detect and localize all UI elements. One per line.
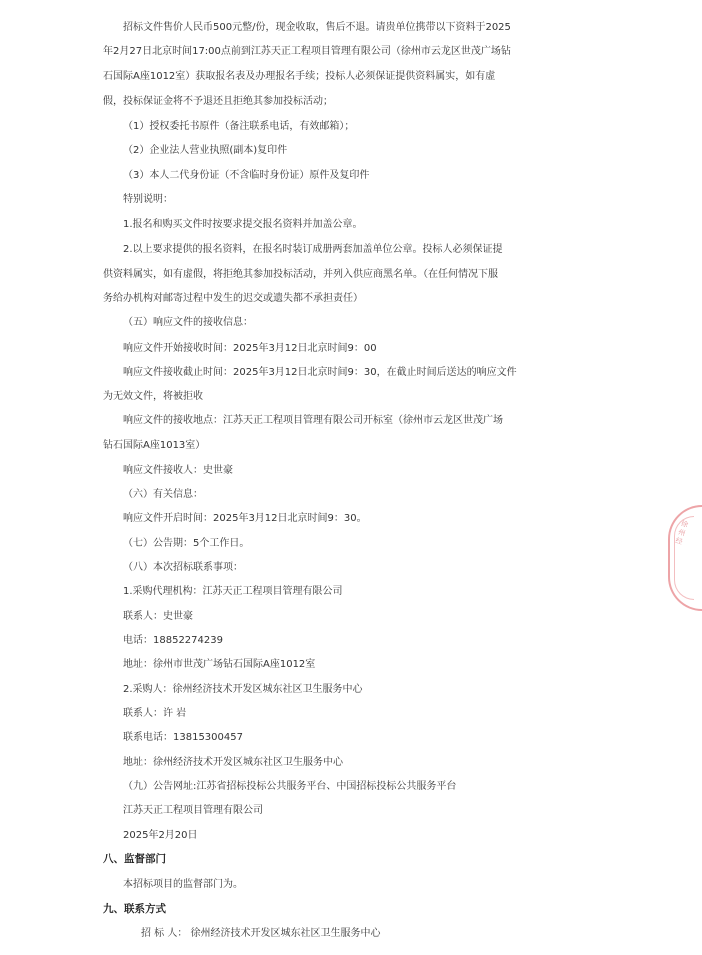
text-line: 地址：徐州市世茂广场钻石国际A座1012室 [123,659,316,670]
text-line: 2.以上要求提供的报名资料，在报名时装订成册两套加盖单位公章。投标人必须保证提 [123,244,503,255]
section-heading: 九、联系方式 [103,903,166,915]
text-line: 供资料属实，如有虚假，将拒绝其参加投标活动，并列入供应商黑名单。（在任何情况下服 [103,269,498,280]
text-line: 石国际A座1012室）获取报名表及办理报名手续；投标人必须保证提供资料属实，如有虚 [103,71,496,82]
text-line: 联系电话：13815300457 [123,732,243,743]
text-line: 2025年2月20日 [123,830,198,841]
text-line: （七）公告期：5个工作日。 [123,538,250,549]
text-line: 响应文件接收人：史世豪 [123,465,233,476]
text-line: 年2月27日北京时间17:00点前到江苏天正工程项目管理有限公司（徐州市云龙区世茂广场钻 [103,46,511,57]
text-line: 特别说明： [123,194,173,205]
text-line: 2.采购人：徐州经济技术开发区城东社区卫生服务中心 [123,684,363,695]
text-line: 招 标 人： 徐州经济技术开发区城东社区卫生服务中心 [141,928,381,939]
text-line: 响应文件的接收地点：江苏天正工程项目管理有限公司开标室（徐州市云龙区世茂广场 [123,415,503,426]
text-line: 联系人：史世豪 [123,611,193,622]
text-line: 为无效文件，将被拒收 [103,391,203,402]
section-heading: 八、监督部门 [103,853,166,865]
text-line: （五）响应文件的接收信息： [123,317,253,328]
text-line: 假，投标保证金将不予退还且拒绝其参加投标活动； [103,96,333,107]
text-line: 务给办机构对邮寄过程中发生的迟交或遗失都不承担责任） [103,293,363,304]
text-line: 响应文件开启时间：2025年3月12日北京时间9：30。 [123,513,367,524]
text-line: （八）本次招标联系事项： [123,562,243,573]
text-line: 钻石国际A座1013室） [103,440,206,451]
text-line: 1.采购代理机构：江苏天正工程项目管理有限公司 [123,586,343,597]
text-line: 江苏天正工程项目管理有限公司 [123,805,263,816]
text-line: 电话：18852274239 [123,635,223,646]
text-line: （2）企业法人营业执照(副本)复印件 [123,145,288,156]
text-line: 联系人：许 岩 [123,708,187,719]
text-line: （1）授权委托书原件（备注联系电话，有效邮箱）； [123,121,355,132]
seal-lettering: 徐州经 [674,519,690,547]
text-line: 地址：徐州经济技术开发区城东社区卫生服务中心 [123,757,343,768]
text-line: 响应文件开始接收时间：2025年3月12日北京时间9：00 [123,343,377,354]
text-line: 招标文件售价人民币500元整/份，现金收取，售后不退。请贵单位携带以下资料于2025 [123,22,511,33]
text-line: （九）公告网址:江苏省招标投标公共服务平台、中国招标投标公共服务平台 [123,781,457,792]
text-line: （六）有关信息： [123,489,203,500]
text-line: 1.报名和购买文件时按要求提交报名资料并加盖公章。 [123,219,363,230]
text-line: 本招标项目的监督部门为。 [123,879,243,890]
text-line: （3）本人二代身份证（不含临时身份证）原件及复印件 [123,170,370,181]
text-line: 响应文件接收截止时间：2025年3月12日北京时间9：30，在截止时间后送达的响应文件 [123,367,517,378]
